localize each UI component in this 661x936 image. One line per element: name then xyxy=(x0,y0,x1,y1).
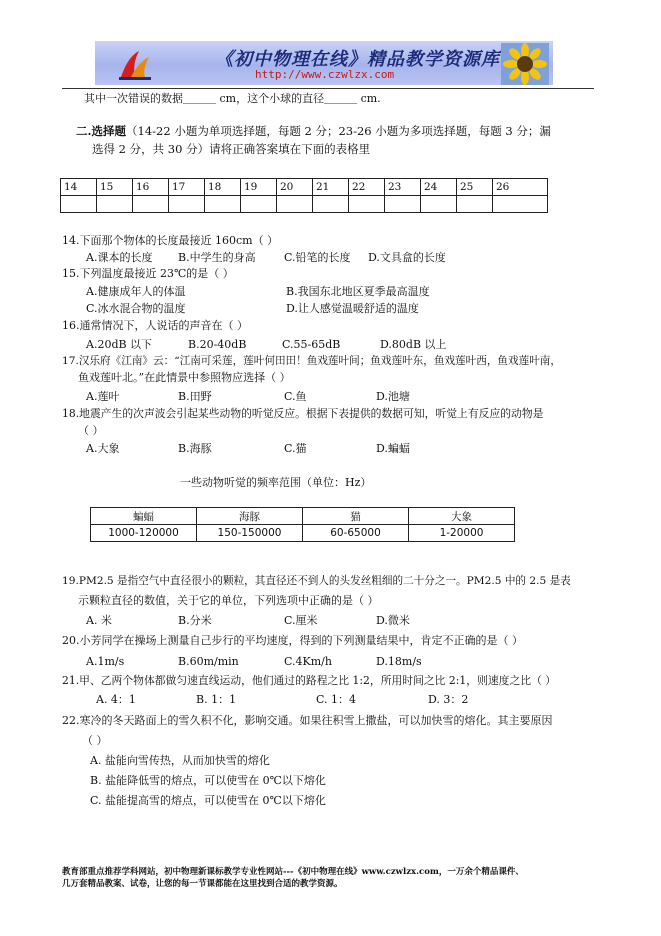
q19-option-b: B.分米 xyxy=(178,614,212,627)
q20-option-c: C.4Km/h xyxy=(284,655,332,668)
q22-option-b: B. 盐能降低雪的熔点，可以使雪在 0℃以下熔化 xyxy=(90,774,326,787)
answer-cell-16: 16 xyxy=(133,179,169,196)
q15-option-c: C.冰水混合物的温度 xyxy=(86,302,186,315)
header-rule xyxy=(62,88,594,89)
answer-table xyxy=(60,178,548,213)
question-17: 17.汉乐府《江南》云：“江南可采莲，莲叶何田田！鱼戏莲叶间；鱼戏莲叶东，鱼戏莲叶西，鱼戏莲叶南， xyxy=(62,355,561,367)
freq-value-row xyxy=(91,525,515,542)
freq-header-dolphin: 海豚 xyxy=(197,508,303,525)
answer-cell-25: 25 xyxy=(457,179,493,196)
page-footer xyxy=(62,866,524,890)
question-18-cont: （ ） xyxy=(78,424,104,437)
q22-option-c: C. 盐能提高雪的熔点，可以使雪在 0℃以下熔化 xyxy=(90,794,326,807)
footer-line-2: 几万套精品教案、试卷，让您的每一节课都能在这里找到合适的教学资源。 xyxy=(62,879,343,889)
freq-value-elephant: 1-20000 xyxy=(409,525,515,542)
question-20: 20.小芳同学在操场上测量自己步行的平均速度，得到的下列测量结果中，肯定不正确的是（ ） xyxy=(62,634,523,647)
answer-cell-21: 21 xyxy=(313,179,349,196)
question-19: 19.PM2.5 是指空气中直径很小的颗粒，其直径还不到人的头发丝粗细的二十分之一。PM2.5 中的 2.5 是表 xyxy=(62,575,571,587)
q20-option-b: B.60m/min xyxy=(178,655,239,668)
q14-option-a: A.课本的长度 xyxy=(86,251,153,264)
q21-option-d: D. 3：2 xyxy=(428,693,469,706)
answer-cell-23: 23 xyxy=(385,179,421,196)
footer-line-1: 教育部重点推荐学科网站，初中物理新课标教学专业性网站---《初中物理在线》www.czwlzx.com，一万余个精品课件、 xyxy=(62,867,524,877)
q19-option-c: C.厘米 xyxy=(284,614,318,627)
q19-option-d: D.微米 xyxy=(376,614,410,627)
freq-header-cat: 猫 xyxy=(303,508,409,525)
q17-option-c: C.鱼 xyxy=(284,390,307,403)
answer-blank[interactable] xyxy=(97,196,133,213)
freq-value-bat: 1000-120000 xyxy=(91,525,197,542)
logo-icon xyxy=(117,47,153,81)
fill-in-line: 其中一次错误的数据＿＿＿ cm，这个小球的直径＿＿＿ cm. xyxy=(84,92,381,105)
answer-blank[interactable] xyxy=(205,196,241,213)
answer-blank[interactable] xyxy=(493,196,548,213)
q18-option-a: A.大象 xyxy=(86,442,120,455)
question-22-cont: （ ） xyxy=(82,734,108,747)
header-banner xyxy=(95,41,553,85)
q15-option-b: B.我国东北地区夏季最高温度 xyxy=(286,285,430,298)
q21-option-b: B. 1：1 xyxy=(196,693,237,706)
freq-header-row xyxy=(91,508,515,525)
q17-option-b: B.田野 xyxy=(178,390,212,403)
q17-option-a: A.莲叶 xyxy=(86,390,120,403)
q14-option-d: D.文具盒的长度 xyxy=(368,251,446,264)
banner-url[interactable]: http://www.czwlzx.com xyxy=(255,68,395,81)
q14-option-b: B.中学生的身高 xyxy=(178,251,256,264)
answer-blank[interactable] xyxy=(385,196,421,213)
freq-value-dolphin: 150-150000 xyxy=(197,525,303,542)
section-2-instructions-2: 选得 2 分，共 30 分）请将正确答案填在下面的表格里 xyxy=(92,142,371,156)
answer-cell-22: 22 xyxy=(349,179,385,196)
answer-table-header-row xyxy=(61,179,548,196)
q17-option-d: D.池塘 xyxy=(376,390,410,403)
frequency-table xyxy=(90,507,515,542)
freq-table-caption: 一些动物听觉的频率范围（单位：Hz） xyxy=(180,476,372,489)
answer-cell-26: 26 xyxy=(493,179,548,196)
q21-option-a: A. 4：1 xyxy=(96,693,136,706)
q16-option-a: A.20dB 以下 xyxy=(86,338,153,351)
question-21: 21.甲、乙两个物体都做匀速直线运动，他们通过的路程之比 1:2，所用时间之比 2:1，则速度之比（ ） xyxy=(62,674,557,687)
answer-blank[interactable] xyxy=(133,196,169,213)
question-19-cont: 示颗粒直径的数值，关于它的单位，下列选项中正确的是（ ） xyxy=(78,594,379,607)
freq-value-cat: 60-65000 xyxy=(303,525,409,542)
question-16: 16.通常情况下，人说话的声音在（ ） xyxy=(62,319,248,332)
section-2-heading xyxy=(76,124,551,138)
answer-blank[interactable] xyxy=(349,196,385,213)
q14-option-c: C.铅笔的长度 xyxy=(284,251,351,264)
banner-title: 《初中物理在线》精品教学资源库 xyxy=(215,49,500,70)
answer-cell-14: 14 xyxy=(61,179,97,196)
answer-blank[interactable] xyxy=(61,196,97,213)
sunflower-icon xyxy=(501,43,549,85)
q20-option-a: A.1m/s xyxy=(86,655,125,668)
answer-cell-19: 19 xyxy=(241,179,277,196)
question-22: 22.寒冷的冬天路面上的雪久积不化，影响交通。如果往积雪上撒盐，可以加快雪的熔化。其主要原因 xyxy=(62,714,553,727)
question-15: 15.下列温度最接近 23℃的是（ ） xyxy=(62,267,234,280)
answer-cell-17: 17 xyxy=(169,179,205,196)
q15-option-a: A.健康成年人的体温 xyxy=(86,285,186,298)
q22-option-a: A. 盐能向雪传热，从而加快雪的熔化 xyxy=(90,754,270,767)
answer-blank[interactable] xyxy=(313,196,349,213)
q16-option-c: C.55-65dB xyxy=(282,338,341,351)
q15-option-d: D.让人感觉温暖舒适的温度 xyxy=(286,302,419,315)
answer-blank[interactable] xyxy=(421,196,457,213)
answer-table-blank-row xyxy=(61,196,548,213)
q16-option-b: B.20-40dB xyxy=(188,338,247,351)
freq-header-bat: 蝙蝠 xyxy=(91,508,197,525)
q19-option-a: A. 米 xyxy=(86,614,112,627)
answer-cell-15: 15 xyxy=(97,179,133,196)
question-17-cont: 鱼戏莲叶北。”在此情景中参照物应选择（ ） xyxy=(78,371,291,384)
answer-cell-18: 18 xyxy=(205,179,241,196)
section-2-instructions: （14-22 小题为单项选择题，每题 2 分；23-26 小题为多项选择题，每题 3 分；漏 xyxy=(126,124,551,138)
answer-cell-24: 24 xyxy=(421,179,457,196)
answer-blank[interactable] xyxy=(169,196,205,213)
q18-option-b: B.海豚 xyxy=(178,442,212,455)
answer-blank[interactable] xyxy=(277,196,313,213)
question-14: 14.下面那个物体的长度最接近 160cm（ ） xyxy=(62,234,279,247)
answer-cell-20: 20 xyxy=(277,179,313,196)
q20-option-d: D.18m/s xyxy=(376,655,422,668)
q18-option-c: C.猫 xyxy=(284,442,307,455)
q21-option-c: C. 1：4 xyxy=(316,693,357,706)
q16-option-d: D.80dB 以上 xyxy=(380,338,447,351)
answer-blank[interactable] xyxy=(241,196,277,213)
q18-option-d: D.蝙蝠 xyxy=(376,442,410,455)
section-2-label: 二.选择题 xyxy=(76,124,127,138)
answer-blank[interactable] xyxy=(457,196,493,213)
question-18: 18.地震产生的次声波会引起某些动物的听觉反应。根据下表提供的数据可知，听觉上有反应的动物是 xyxy=(62,407,544,420)
freq-header-elephant: 大象 xyxy=(409,508,515,525)
